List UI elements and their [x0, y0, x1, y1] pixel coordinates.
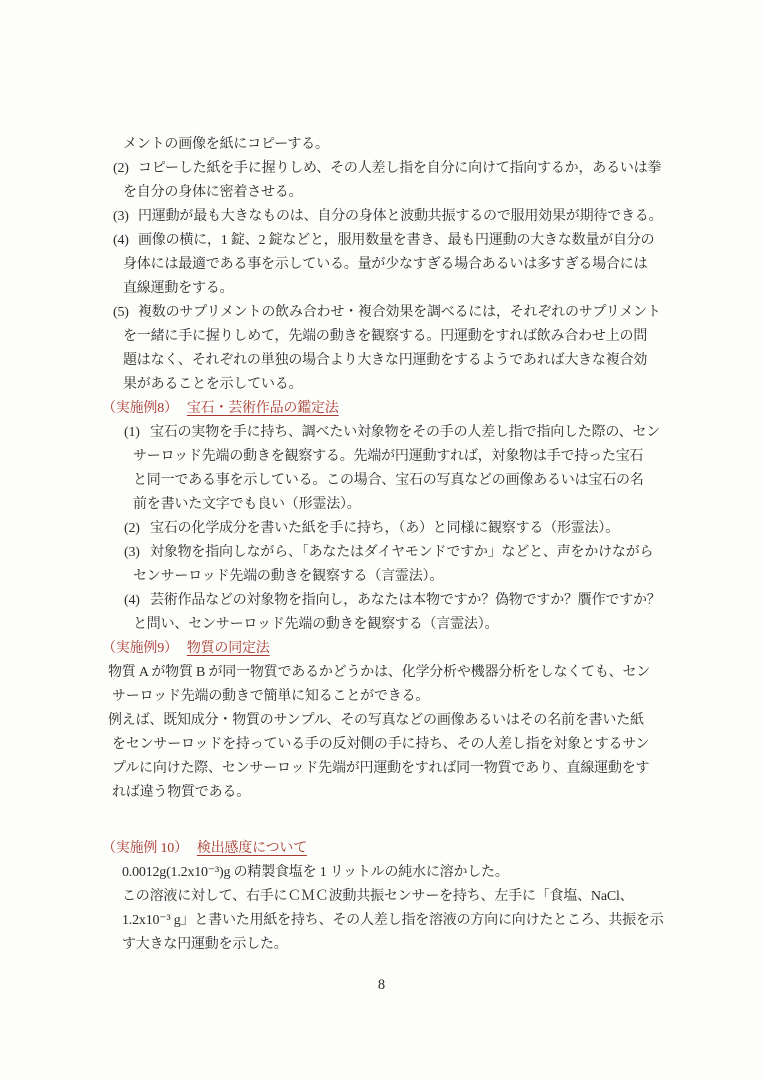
example-heading-10 — [100, 837, 680, 861]
list-item-line: (4) 画像の横に，1 錠、2 錠などと，服用数量を書き、最も円運動の大きな数量が自分の — [100, 229, 680, 253]
body-line: メントの画像を紙にコピーする。 — [123, 137, 329, 152]
example-heading-9 — [100, 637, 680, 661]
example-heading-title: 宝石・芸術作品の鑑定法 — [186, 401, 339, 416]
body-line: プルに向けた際、センサーロッド先端が円運動をすれば同一物質であり、直線運動をす — [112, 761, 650, 776]
list-item-number: (4) — [124, 593, 140, 608]
list-item-line: (2) 宝石の化学成分を書いた紙を手に持ち，（あ）と同様に観察する（形霊法）。 — [100, 517, 680, 541]
body-line: れば違う物質である。 — [112, 785, 250, 800]
body-line: 身体には最適である事を示している。量が少なすぎる場合あるいは多すぎる場合には — [123, 257, 648, 272]
list-item-line: (3) 円運動が最も大きなものは、自分の身体と波動共振するので服用効果が期待できる。 — [100, 205, 680, 229]
list-item-number: (4) — [113, 233, 129, 248]
list-item-line: (3) 対象物を指向しながら、「あなたはダイヤモンドですか」などと、声をかけながら — [100, 541, 680, 565]
list-item-line: (5) 複数のサプリメントの飲み合わせ・複合効果を調べるには，それぞれのサプリメント — [100, 301, 680, 325]
list-item-number: (3) — [113, 209, 129, 224]
body-line: センサーロッド先端の動きを観察する（言霊法）。 — [133, 569, 444, 584]
list-item-number: (3) — [124, 545, 140, 560]
document-body — [100, 133, 680, 957]
body-line: 0.0012g(1.2x10⁻³)g の精製食塩を 1 リットルの純水に溶かした。 — [122, 865, 509, 880]
page-number: 8 — [377, 977, 386, 993]
body-line: を一緒に手に握りしめて，先端の動きを観察する。円運動をすれば飲み合わせ上の問 — [123, 329, 648, 344]
body-line: サーロッド先端の動きで簡単に知ることができる。 — [112, 689, 430, 704]
body-line: 例えば、既知成分・物質のサンプル、その写真などの画像あるいはその名前を書いた紙 — [108, 713, 644, 728]
body-line: サーロッド先端の動きを観察する。先端が円運動すれば，対象物は手で持った宝石 — [133, 449, 644, 464]
example-heading-title: 検出感度について — [196, 841, 308, 856]
list-item-number: (5) — [113, 305, 129, 320]
list-item-line: (1) 宝石の実物を手に持ち、調べたい対象物をその手の人差し指で指向した際の、セン — [100, 421, 680, 445]
list-item-number: (1) — [124, 425, 140, 440]
body-line: と同一である事を示している。この場合、宝石の写真などの画像あるいは宝石の名 — [133, 473, 644, 488]
body-line: をセンサーロッドを持っている手の反対側の手に持ち、その人差し指を対象とするサン — [112, 737, 650, 752]
example-heading-title: 物質の同定法 — [186, 641, 270, 656]
example-heading-prefix: （実施例9） — [102, 641, 178, 656]
example-heading-8 — [100, 397, 680, 421]
body-line: を自分の身体に密着させる。 — [123, 185, 303, 200]
example-heading-prefix: （実施例 10） — [102, 841, 188, 856]
body-line: 物質 A が物質 B が同一物質であるかどうかは、化学分析や機器分析をしなくても、セン — [108, 665, 651, 680]
body-line: 直線運動をする。 — [123, 281, 234, 296]
body-line: 題はなく、それぞれの単独の場合より大きな円運動をするようであれば大きな複合効 — [123, 353, 648, 368]
body-line: 果があることを示している。 — [123, 377, 303, 392]
list-item-line: (2) コピーした紙を手に握りしめ、その人差し指を自分に向けて指向するか，あるいは拳 — [100, 157, 680, 181]
body-line: と問い、センサーロッド先端の動きを観察する（言霊法）。 — [133, 617, 499, 632]
list-item-number: (2) — [113, 161, 129, 176]
example-heading-prefix: （実施例8） — [102, 401, 178, 416]
body-line: 前を書いた文字でも良い（形霊法）。 — [133, 497, 361, 512]
list-item-number: (2) — [124, 521, 140, 536]
body-line: す大きな円運動を示した。 — [122, 937, 288, 952]
body-line: この溶液に対して、右手にＣＭＣ波動共振センサーを持ち、左手に「食塩、NaCl、 — [122, 889, 634, 904]
body-line: 1.2x10⁻³ g」と書いた用紙を持ち、その人差し指を溶液の方向に向けたところ、共振を示 — [122, 913, 664, 928]
list-item-line: (4) 芸術作品などの対象物を指向し，あなたは本物ですか？偽物ですか？贋作ですか？ — [100, 589, 680, 613]
